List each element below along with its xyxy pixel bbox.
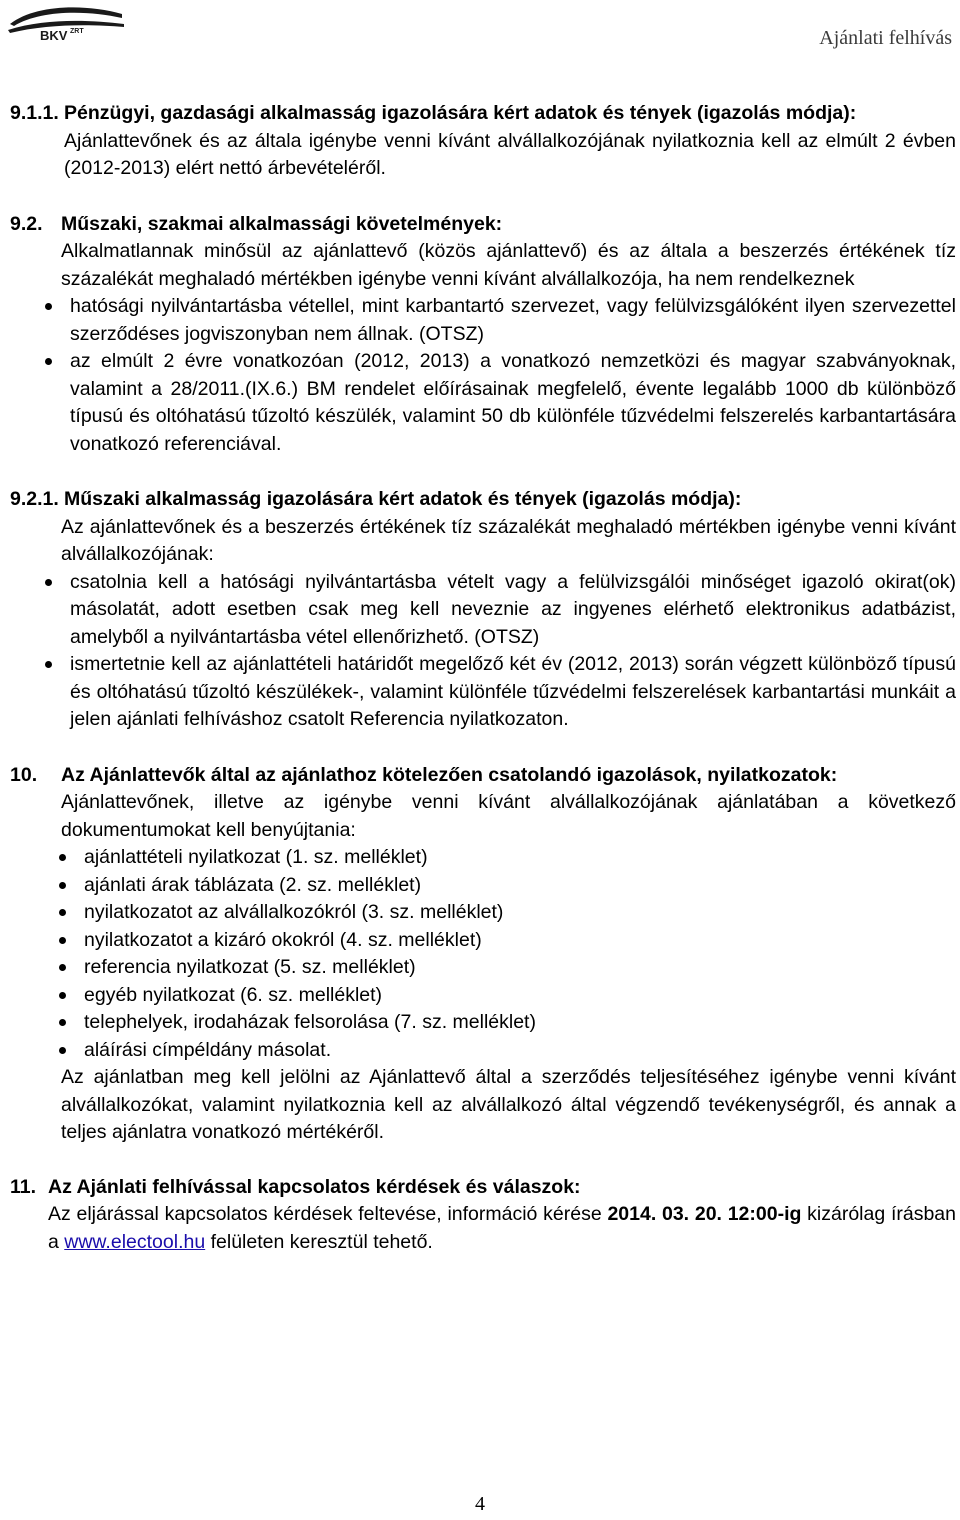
list-item <box>0 348 956 458</box>
list-item <box>0 872 960 900</box>
bullet-icon <box>59 1047 66 1054</box>
section-heading: Pénzügyi, gazdasági alkalmasság igazolására kért adatok és tények (igazolás módja): <box>64 102 857 124</box>
logo-suffix: ZRT <box>70 28 84 35</box>
list-item-text: csatolnia kell a hatósági nyilvántartásba vételt vagy a felülvizsgálói minőséget igazoló okirat(ok) másolatát, adott esetben csak meg kell neveznie az ingyenes elérhető elektronikus adatbázist, amelyből a nyilvántartásba vétel ellenőrizhető. (OTSZ) <box>70 570 956 648</box>
section-10 <box>0 762 960 1147</box>
bullet-icon <box>59 937 66 944</box>
electool-link[interactable]: www.electool.hu <box>64 1230 206 1253</box>
section-11 <box>0 1174 960 1257</box>
logo-text: BKV <box>40 28 68 43</box>
bullet-icon <box>45 303 52 310</box>
requirement-list <box>0 293 956 458</box>
text-after: felületen keresztül tehető. <box>205 1230 433 1253</box>
list-item-text: nyilatkozatot a kizáró okokról (4. sz. melléklet) <box>84 928 482 951</box>
section-text: Az ajánlattevőnek és a beszerzés értékének tíz százalékát meghaladó mértékben igénybe venni kívánt alvállalkozójának: <box>61 515 956 565</box>
text-before: Az eljárással kapcsolatos kérdések feltevése, információ kérése <box>48 1203 608 1225</box>
proof-list <box>0 569 956 734</box>
list-item-text: ajánlati árak táblázata (2. sz. melléklet) <box>84 873 422 896</box>
section-number: 9.1.1. <box>10 102 59 124</box>
list-item-text: egyéb nyilatkozat (6. sz. melléklet) <box>84 983 383 1006</box>
text-mid: kizárólag írásban a <box>48 1203 956 1253</box>
bullet-icon <box>59 854 66 861</box>
section-text: Alkalmatlannak minősül az ajánlattevő (közös ajánlattevő) és az általa a beszerzés értékének tíz százalékát meghaladó mértékben igénybe venni kívánt alvállalkozója, ha nem rendelkeznek <box>61 240 956 290</box>
section-number: 11. <box>10 1175 37 1198</box>
list-item <box>0 844 960 872</box>
list-item-text: az elmúlt 2 évre vonatkozóan (2012, 2013) a vonatkozó nemzetközi és magyar szabványoknak, valamint a 28/2011.(IX.6.) BM rendelet előírásainak megfelelő, évente legalább 1000 db különböző típusú és oltóhatású tűzoltó készülék, valamint 50 db különféle tűzvédelmi felszerelés karbantartására vonatkozó referenciával. <box>70 350 956 455</box>
list-item <box>0 927 960 955</box>
list-item <box>0 569 956 652</box>
section-9-2-1 <box>0 486 960 734</box>
deadline: 2014. 03. 20. 12:00-ig <box>607 1203 802 1225</box>
bullet-icon <box>45 661 52 668</box>
bullet-icon <box>59 992 66 999</box>
section-number: 9.2.1. <box>10 488 59 510</box>
section-number: 10. <box>10 763 38 786</box>
bkv-logo <box>6 2 126 44</box>
section-text: Ajánlattevőnek és az általa igénybe venni kívánt alvállalkozójának nyilatkoznia kell az elmúlt 2 évben (2012-2013) elért nettó árbevételéről. <box>64 129 956 179</box>
section-heading: Az Ajánlattevők által az ajánlathoz kötelezően csatolandó igazolások, nyilatkozatok: <box>61 763 838 786</box>
bullet-icon <box>59 882 66 889</box>
bullet-icon <box>59 964 66 971</box>
document-body <box>0 100 960 1256</box>
bullet-icon <box>45 579 52 586</box>
list-item <box>0 899 960 927</box>
list-item-text: aláírási címpéldány másolat. <box>84 1038 332 1061</box>
page-header <box>0 0 960 60</box>
bullet-icon <box>45 358 52 365</box>
list-item <box>0 1037 960 1065</box>
list-item-text: ismertetnie kell az ajánlattételi határidőt megelőző két év (2012, 2013) során végzett különböző típusú és oltóhatású tűzoltó készülékek-, valamint különféle tűzvédelmi felszerelések karbantartási munkáit a jelen ajánlati felhíváshoz csatolt Referencia nyilatkozaton. <box>70 653 956 730</box>
section-intro: Ajánlattevőnek, illetve az igénybe venni kívánt alvállalkozójának ajánlatában a következő dokumentumokat kell benyújtania: <box>61 791 956 841</box>
section-text <box>48 1201 956 1256</box>
list-item <box>0 982 960 1010</box>
list-item-text: referencia nyilatkozat (5. sz. melléklet) <box>84 956 416 978</box>
list-item <box>0 651 956 734</box>
document-title: Ajánlati felhívás <box>819 27 952 49</box>
list-item-text: ajánlattételi nyilatkozat (1. sz. melléklet) <box>84 846 428 868</box>
section-outro: Az ajánlatban meg kell jelölni az Ajánlattevő által a szerződés teljesítéséhez igénybe venni kívánt alvállalkozókat, valamint nyilatkoznia kell az alvállalkozó által végzendő tevékenységről, és annak a teljes ajánlatra vonatkozó mértékéről. <box>61 1066 956 1143</box>
section-9-2 <box>0 211 960 459</box>
bullet-icon <box>59 909 66 916</box>
section-heading: Műszaki, szakmai alkalmassági követelmények: <box>61 212 503 235</box>
list-item <box>0 954 960 982</box>
bullet-icon <box>59 1019 66 1026</box>
list-item-text: telephelyek, irodaházak felsorolása (7. sz. melléklet) <box>84 1011 536 1033</box>
document-list <box>0 844 960 1064</box>
section-9-1-1 <box>0 100 960 183</box>
list-item-text: nyilatkozatot az alvállalkozókról (3. sz. melléklet) <box>84 901 504 923</box>
list-item <box>0 293 956 348</box>
section-heading: Műszaki alkalmasság igazolására kért adatok és tények (igazolás módja): <box>64 488 742 510</box>
page-number: 4 <box>475 1493 485 1515</box>
list-item <box>0 1009 960 1037</box>
list-item-text: hatósági nyilvántartásba vétellel, mint karbantartó szervezet, vagy felülvizsgálóként ilyen szervezettel szerződéses jogviszonyban nem állnak. (OTSZ) <box>70 295 956 345</box>
section-heading: Az Ajánlati felhívással kapcsolatos kérdések és válaszok: <box>48 1175 581 1198</box>
section-number: 9.2. <box>10 212 43 235</box>
